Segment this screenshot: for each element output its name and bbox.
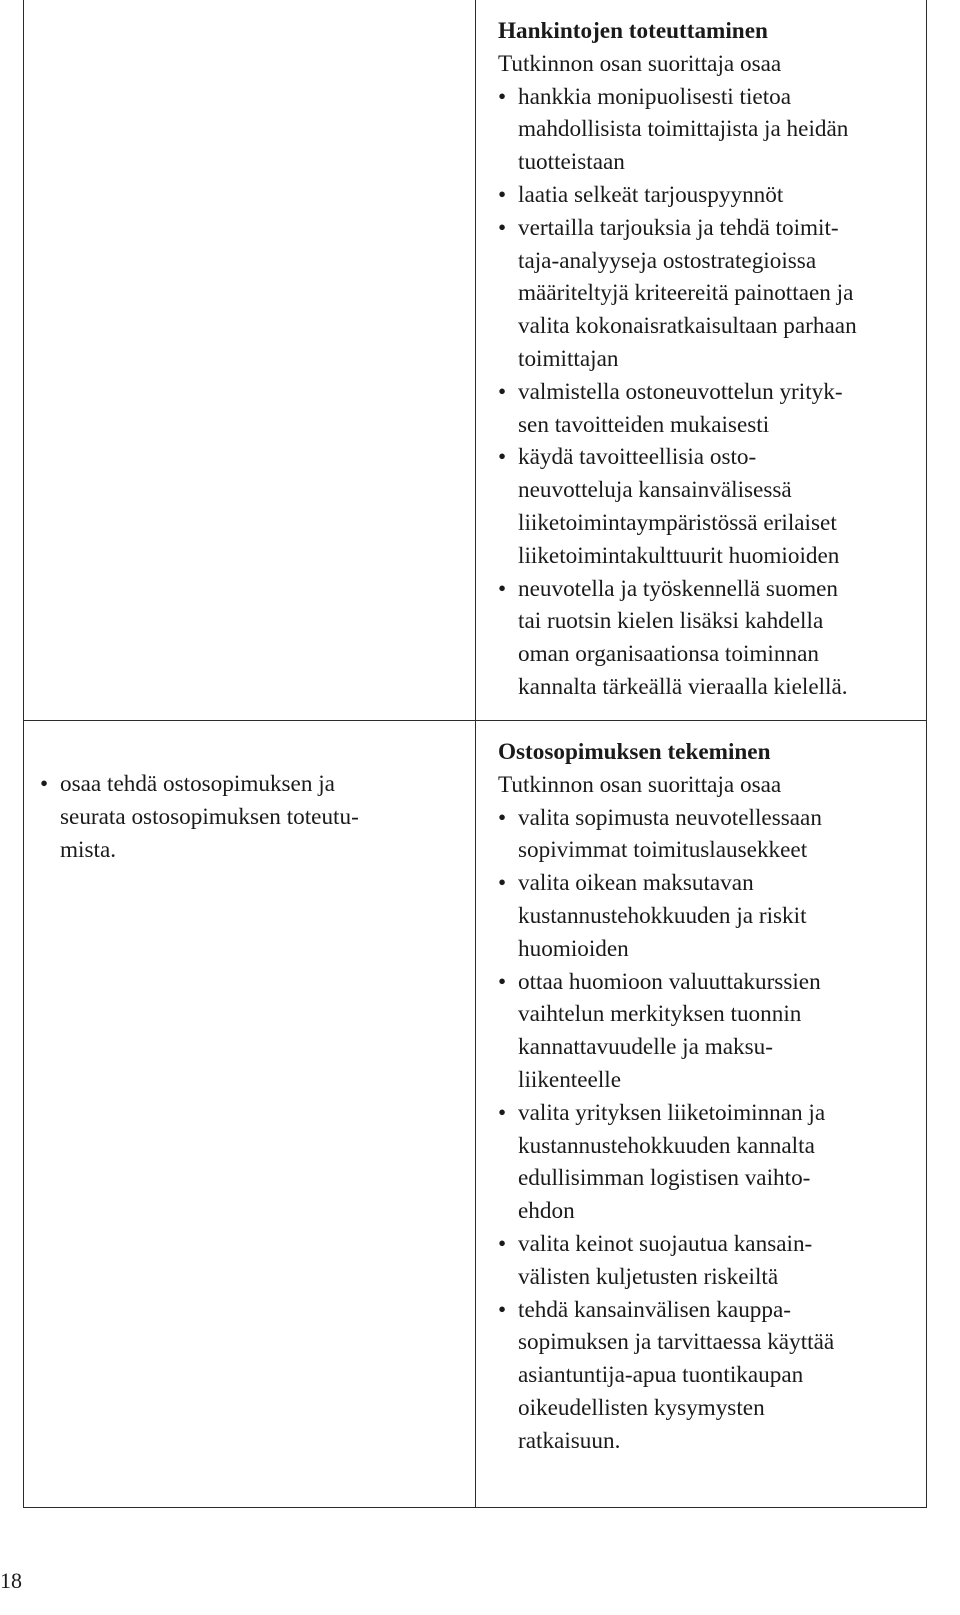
list-item-line: valita kokonaisratkaisultaan parhaan — [518, 313, 857, 340]
list-item-line: määriteltyjä kriteereitä painottaen ja — [518, 280, 854, 307]
list-item-line: välisten kuljetusten riskeiltä — [518, 1263, 779, 1290]
list-item-line: • vertailla tarjouksia ja tehdä toimit- — [518, 214, 839, 241]
list-item-line: mista. — [60, 836, 117, 863]
list-item-line: • käydä tavoitteellisia osto- — [518, 444, 757, 471]
column-divider — [475, 0, 476, 1507]
list-item-line: huomioiden — [518, 935, 629, 962]
list-item-line: sen tavoitteiden mukaisesti — [518, 411, 770, 438]
list-item — [498, 966, 918, 1097]
list-item-line: oikeudellisten kysymysten — [518, 1394, 765, 1421]
list-item — [498, 1228, 918, 1294]
list-item-line: • laatia selkeät tarjouspyynnöt — [518, 181, 784, 208]
list-item-line: vaihtelun merkityksen tuonnin — [518, 1001, 802, 1028]
section-procurement — [498, 15, 918, 704]
list-item-line: liikenteelle — [518, 1066, 622, 1093]
list-item — [498, 1294, 918, 1458]
list-item-line: kannattavuudelle ja maksu- — [518, 1034, 773, 1061]
criteria-table — [23, 0, 927, 1508]
list-item — [498, 81, 918, 179]
list-item-line: ehdon — [518, 1198, 575, 1225]
list-item — [498, 441, 918, 572]
list-item-line: • valita yrityksen liiketoiminnan ja — [518, 1099, 826, 1126]
list-item-line: taja-analyyseja ostostrategioissa — [518, 247, 817, 274]
list-item-line: tuotteistaan — [518, 149, 625, 176]
row-divider — [24, 720, 926, 721]
page-number: 18 — [0, 1568, 22, 1593]
list-item-line: sopivimmat toimituslausekkeet — [518, 837, 808, 864]
list-item-line: seurata ostosopimuksen toteutu- — [60, 803, 359, 830]
section-heading: Ostosopimuksen tekeminen — [498, 739, 771, 765]
objective-cell — [40, 768, 460, 866]
list-item — [498, 867, 918, 965]
list-item-line: mahdollisista toimittajista ja heidän — [518, 116, 849, 143]
section-heading: Hankintojen toteuttaminen — [498, 18, 768, 44]
section-purchase-contract — [498, 736, 918, 1458]
list-item-line: • valita keinot suojautua kansain- — [518, 1230, 813, 1257]
list-item — [498, 212, 918, 376]
criteria-list — [498, 81, 918, 704]
list-item-line: ratkaisuun. — [518, 1427, 621, 1454]
list-item — [498, 179, 918, 212]
list-item-line: asiantuntija-apua tuontikaupan — [518, 1362, 804, 1389]
list-item-line: toimittajan — [518, 345, 619, 372]
list-item-line: tai ruotsin kielen lisäksi kahdella — [518, 608, 824, 635]
list-item-line: • hankkia monipuolisesti tietoa — [518, 83, 792, 110]
list-item-line: edullisimman logistisen vaihto- — [518, 1165, 811, 1192]
list-item-line: kannalta tärkeällä vieraalla kielellä. — [518, 673, 848, 700]
list-item-line: • valita sopimusta neuvotellessaan — [518, 804, 822, 831]
list-item — [498, 802, 918, 868]
list-item-line: kustannustehokkuuden ja riskit — [518, 902, 807, 929]
section-intro: Tutkinnon osan suorittaja osaa — [498, 50, 782, 77]
list-item-line: • osaa tehdä ostosopimuksen ja — [60, 771, 335, 797]
list-item-line: • ottaa huomioon valuuttakurssien — [518, 968, 821, 995]
list-item-line: liiketoimintakulttuurit huomioiden — [518, 542, 840, 569]
list-item — [498, 1097, 918, 1228]
list-item-line: • valmistella ostoneuvottelun yrityk- — [518, 378, 843, 405]
list-item-line: oman organisaationsa toiminnan — [518, 641, 819, 668]
list-item — [40, 768, 460, 866]
list-item-line: neuvotteluja kansainvälisessä — [518, 477, 792, 504]
list-item — [498, 376, 918, 442]
list-item — [498, 573, 918, 704]
list-item-line: kustannustehokkuuden kannalta — [518, 1132, 815, 1159]
list-item-line: • tehdä kansainvälisen kauppa- — [518, 1296, 791, 1323]
criteria-list — [498, 802, 918, 1458]
objective-list — [40, 768, 460, 866]
list-item-line: • neuvotella ja työskennellä suomen — [518, 575, 839, 602]
list-item-line: liiketoimintaympäristössä erilaiset — [518, 509, 837, 536]
section-intro: Tutkinnon osan suorittaja osaa — [498, 771, 782, 798]
list-item-line: • valita oikean maksutavan — [518, 870, 754, 897]
list-item-line: sopimuksen ja tarvittaessa käyttää — [518, 1329, 835, 1356]
